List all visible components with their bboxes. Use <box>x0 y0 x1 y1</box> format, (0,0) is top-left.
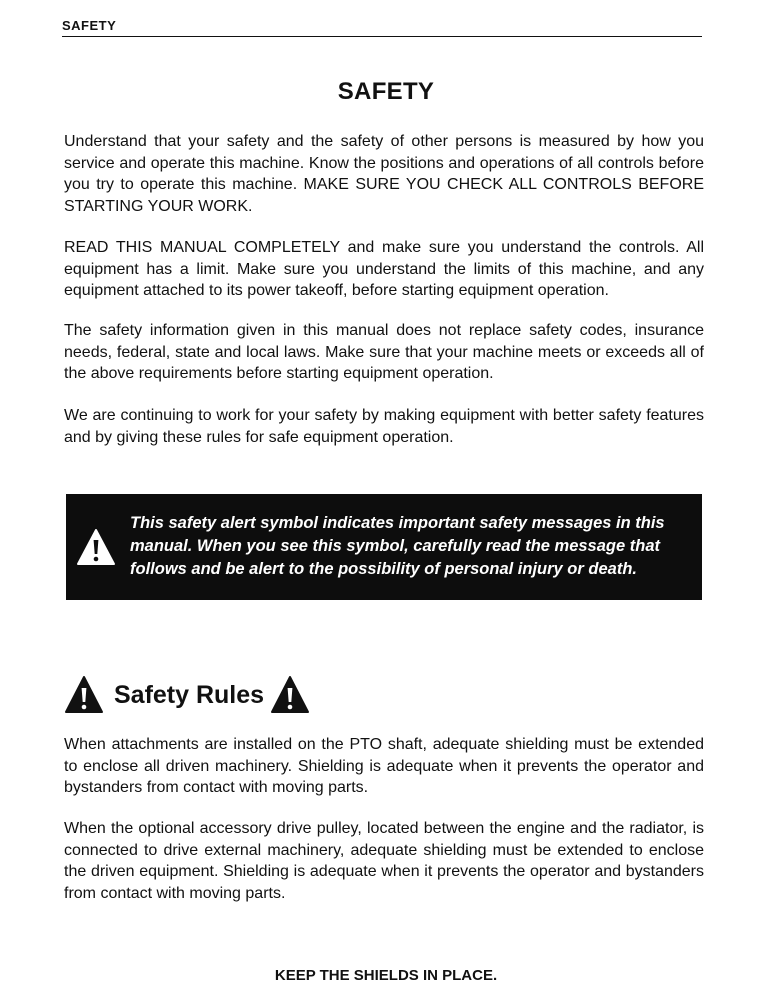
page-title: SAFETY <box>337 78 435 105</box>
section-label: SAFETY <box>62 18 117 33</box>
safety-rules-heading <box>64 672 310 718</box>
warning-triangle-icon <box>270 675 310 715</box>
pto-shielding-paragraph: When attachments are installed on the PTO shaft, adequate shielding must be extended to enclose all driven machinery. Shielding is adequate when it prevents the operator and bystanders from contact with moving parts. <box>64 736 704 796</box>
page-header <box>62 14 702 37</box>
alert-message: This safety alert symbol indicates important safety messages in this manual. When you see this symbol, carefully read the message that follows and be alert to the possibility of personal injury or death. <box>130 514 665 578</box>
safety-alert-box <box>66 494 702 600</box>
safety-rules-title: Safety Rules <box>114 680 265 709</box>
warning-triangle-icon <box>76 528 116 566</box>
warning-triangle-icon <box>64 675 104 715</box>
manual-paragraph: READ THIS MANUAL COMPLETELY and make sure you understand the controls. All equipment has a limit. Make sure you understand the limits of this machine, and any equipment attached to its power takeoff, before starting equipment operation. <box>64 239 704 299</box>
commitment-paragraph: We are continuing to work for your safety by making equipment with better safety features and by giving these rules for safe equipment operation. <box>64 407 704 446</box>
intro-paragraph: Understand that your safety and the safety of other persons is measured by how you service and operate this machine. Know the positions and operations of all controls before you try to operate this machine. MAKE SURE YOU CHECK ALL CONTROLS BEFORE STARTING YOUR WORK. <box>64 133 704 215</box>
closing-statement: KEEP THE SHIELDS IN PLACE. <box>274 967 498 984</box>
regulations-paragraph: The safety information given in this manual does not replace safety codes, insurance needs, federal, state and local laws. Make sure that your machine meets or exceeds all of the above requirements before starting equipment operation. <box>64 322 704 382</box>
drive-pulley-paragraph: When the optional accessory drive pulley, located between the engine and the radiator, is connected to drive external machinery, adequate shielding must be extended to enclose the driven equipment. Shielding is adequate when it prevents the operator and bystanders from contact with moving parts. <box>64 820 704 902</box>
